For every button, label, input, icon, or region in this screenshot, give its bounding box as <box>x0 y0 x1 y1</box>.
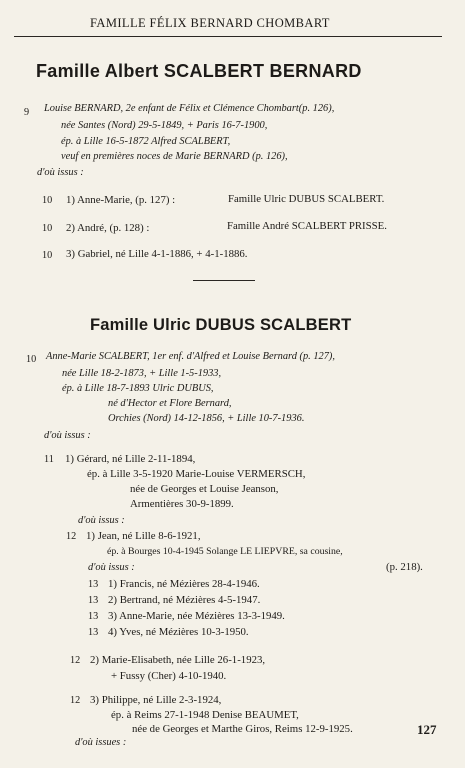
generation-number: 11 <box>44 454 54 465</box>
entry-line: né d'Hector et Flore Bernard, <box>108 398 232 409</box>
running-header: FAMILLE FÉLIX BERNARD CHOMBART <box>90 16 330 30</box>
generation-number: 13 <box>88 595 99 606</box>
section2-title: Famille Ulric DUBUS SCALBERT <box>90 316 352 334</box>
entry-line: Louise BERNARD, 2e enfant de Félix et Clémence Chombart(p. 126), <box>44 103 335 114</box>
entry-line: Anne-Marie SCALBERT, 1er enf. d'Alfred et Louise Bernard (p. 127), <box>46 351 335 362</box>
child-entry: née de Georges et Marthe Giros, Reims 12-9-1925. <box>132 723 353 735</box>
generation-number: 10 <box>42 223 53 234</box>
entry-line: ép. à Lille 18-7-1893 Ulric DUBUS, <box>62 383 214 394</box>
generation-number: 10 <box>26 354 37 365</box>
generation-number: 13 <box>88 627 99 638</box>
family-reference: Famille Ulric DUBUS SCALBERT. <box>228 193 385 205</box>
section-divider <box>193 280 255 281</box>
issus-label: d'où issus : <box>44 430 91 441</box>
entry-line: née Santes (Nord) 29-5-1849, + Paris 16-7-1900, <box>61 120 268 131</box>
entry-line: veuf en premières noces de Marie BERNARD (p. 126), <box>61 151 288 162</box>
child-entry: ép. à Lille 3-5-1920 Marie-Louise VERMERSCH, <box>87 468 306 480</box>
header-rule <box>14 36 442 37</box>
child-entry: 3) Gabriel, né Lille 4-1-1886, + 4-1-1886. <box>66 248 248 260</box>
generation-number: 13 <box>88 611 99 622</box>
child-entry: 1) Jean, né Lille 8-6-1921, <box>86 530 201 542</box>
child-entry: 2) André, (p. 128) : <box>66 222 150 234</box>
generation-number: 9 <box>24 107 30 118</box>
child-entry: 4) Yves, né Mézières 10-3-1950. <box>108 626 249 638</box>
page-number: 127 <box>417 722 437 737</box>
generation-number: 10 <box>42 250 53 261</box>
page-reference: (p. 218). <box>386 561 423 573</box>
child-entry: 2) Bertrand, né Mézières 4-5-1947. <box>108 594 261 606</box>
entry-line: ép. à Lille 16-5-1872 Alfred SCALBERT, <box>61 136 231 147</box>
generation-number: 13 <box>88 579 99 590</box>
child-entry: 3) Anne-Marie, née Mézières 13-3-1949. <box>108 610 285 622</box>
child-entry: 1) Gérard, né Lille 2-11-1894, <box>65 453 196 465</box>
generation-number: 12 <box>66 531 77 542</box>
issus-label: d'où issues : <box>75 737 127 748</box>
child-entry: née de Georges et Louise Jeanson, <box>130 483 279 495</box>
child-entry: 3) Philippe, né Lille 2-3-1924, <box>90 694 222 706</box>
child-entry: ép. à Bourges 10-4-1945 Solange LE LIEPVRE, sa cousine, <box>107 546 343 557</box>
issus-label: d'où issus : <box>88 562 135 573</box>
child-entry: ép. à Reims 27-1-1948 Denise BEAUMET, <box>111 709 299 721</box>
generation-number: 12 <box>70 655 81 666</box>
entry-line: née Lille 18-2-1873, + Lille 1-5-1933, <box>62 368 222 379</box>
child-entry: + Fussy (Cher) 4-10-1940. <box>111 670 227 682</box>
family-reference: Famille André SCALBERT PRISSE. <box>227 220 387 232</box>
child-entry: 2) Marie-Elisabeth, née Lille 26-1-1923, <box>90 654 266 666</box>
child-entry: 1) Anne-Marie, (p. 127) : <box>66 194 176 206</box>
generation-number: 10 <box>42 195 53 206</box>
section1-title: Famille Albert SCALBERT BERNARD <box>36 61 362 81</box>
child-entry: Armentières 30-9-1899. <box>130 498 234 510</box>
child-entry: 1) Francis, né Mézières 28-4-1946. <box>108 578 260 590</box>
entry-line: Orchies (Nord) 14-12-1856, + Lille 10-7-1936. <box>108 413 305 424</box>
issus-label: d'où issus : <box>37 167 84 178</box>
issus-label: d'où issus : <box>78 515 125 526</box>
generation-number: 12 <box>70 695 81 706</box>
